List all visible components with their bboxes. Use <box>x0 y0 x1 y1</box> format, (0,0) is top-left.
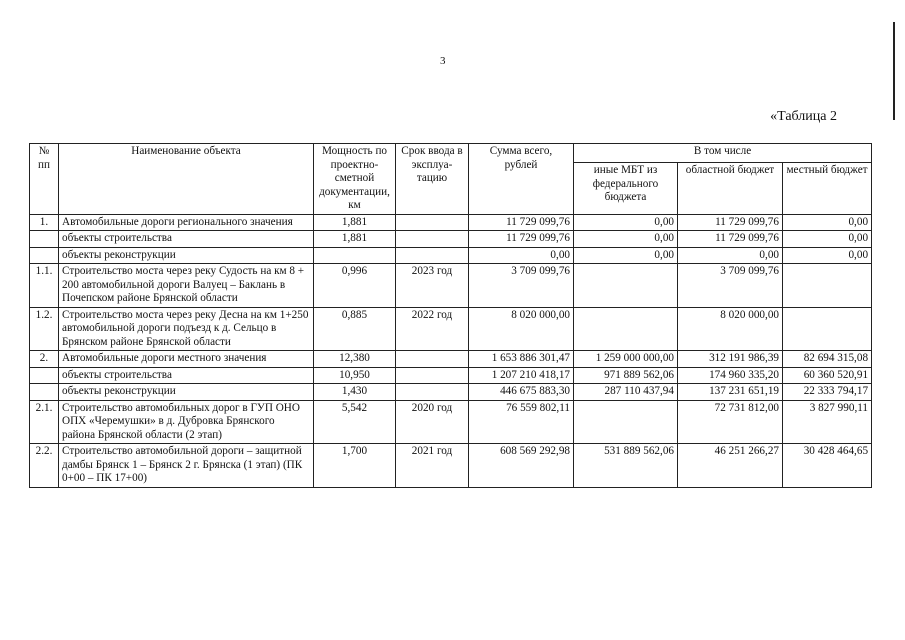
commission-term <box>396 231 469 248</box>
table-row <box>30 307 872 351</box>
commission-term <box>396 351 469 368</box>
header-no: № пп <box>30 144 59 215</box>
commission-term: 2022 год <box>396 307 469 351</box>
object-name: Автомобильные дороги местного значения <box>59 351 314 368</box>
table-row <box>30 444 872 488</box>
row-number <box>30 231 59 248</box>
mbt-amount <box>574 264 678 308</box>
object-name: объекты строительства <box>59 367 314 384</box>
table-row <box>30 264 872 308</box>
capacity-value: 5,542 <box>314 400 396 444</box>
capacity-value: 1,430 <box>314 384 396 401</box>
mbt-amount: 1 259 000 000,00 <box>574 351 678 368</box>
regional-amount: 11 729 099,76 <box>678 231 783 248</box>
page-number: 3 <box>440 55 446 67</box>
regional-amount: 0,00 <box>678 247 783 264</box>
regional-amount: 174 960 335,20 <box>678 367 783 384</box>
mbt-amount <box>574 307 678 351</box>
header-capacity: Мощность по проектно-сметной документации, км <box>314 144 396 215</box>
header-term: Срок ввода в эксплуа-тацию <box>396 144 469 215</box>
object-name: Строительство автомобильных дорог в ГУП ОНО ОПХ «Черемушки» в д. Дубровка Брянского района Брянской области (2 этап) <box>59 400 314 444</box>
mbt-amount <box>574 400 678 444</box>
table-body <box>30 214 872 487</box>
header-total: Сумма всего, рублей <box>469 144 574 215</box>
object-name: Строительство автомобильной дороги – защитной дамбы Брянск 1 – Брянск 2 г. Брянска (1 этап) (ПК 0+00 – ПК 17+00) <box>59 444 314 488</box>
regional-amount: 312 191 986,39 <box>678 351 783 368</box>
row-number: 1.1. <box>30 264 59 308</box>
capacity-value: 1,881 <box>314 231 396 248</box>
mbt-amount: 0,00 <box>574 231 678 248</box>
capacity-value: 0,996 <box>314 264 396 308</box>
total-amount: 608 569 292,98 <box>469 444 574 488</box>
local-amount: 0,00 <box>783 214 872 231</box>
header-name: Наименование объекта <box>59 144 314 215</box>
local-amount: 22 333 794,17 <box>783 384 872 401</box>
regional-amount: 46 251 266,27 <box>678 444 783 488</box>
table-row <box>30 214 872 231</box>
row-number: 2. <box>30 351 59 368</box>
total-amount: 446 675 883,30 <box>469 384 574 401</box>
header-including: В том числе <box>574 144 872 163</box>
mbt-amount: 531 889 562,06 <box>574 444 678 488</box>
capacity-value: 1,881 <box>314 214 396 231</box>
total-amount: 76 559 802,11 <box>469 400 574 444</box>
mbt-amount: 0,00 <box>574 214 678 231</box>
commission-term <box>396 247 469 264</box>
table-row <box>30 384 872 401</box>
table-row <box>30 367 872 384</box>
mbt-amount: 971 889 562,06 <box>574 367 678 384</box>
mbt-amount: 287 110 437,94 <box>574 384 678 401</box>
commission-term: 2023 год <box>396 264 469 308</box>
row-number: 2.2. <box>30 444 59 488</box>
capacity-value <box>314 247 396 264</box>
capacity-value: 10,950 <box>314 367 396 384</box>
mbt-amount: 0,00 <box>574 247 678 264</box>
local-amount <box>783 264 872 308</box>
object-name: Строительство моста через реку Десна на км 1+250 автомобильной дороги подъезд к д. Сельцо в Брянском районе Брянской области <box>59 307 314 351</box>
row-number <box>30 247 59 264</box>
local-amount: 0,00 <box>783 247 872 264</box>
table-row <box>30 351 872 368</box>
capacity-value: 1,700 <box>314 444 396 488</box>
total-amount: 11 729 099,76 <box>469 231 574 248</box>
total-amount: 8 020 000,00 <box>469 307 574 351</box>
header-regional: областной бюджет <box>678 163 783 214</box>
local-amount: 82 694 315,08 <box>783 351 872 368</box>
regional-amount: 72 731 812,00 <box>678 400 783 444</box>
total-amount: 0,00 <box>469 247 574 264</box>
table-row <box>30 247 872 264</box>
commission-term <box>396 384 469 401</box>
row-number: 1.2. <box>30 307 59 351</box>
object-name: объекты реконструкции <box>59 247 314 264</box>
regional-amount: 137 231 651,19 <box>678 384 783 401</box>
regional-amount: 3 709 099,76 <box>678 264 783 308</box>
object-name: Строительство моста через реку Судость на км 8 + 200 автомобильной дороги Валуец – Баклань в Почепском районе Брянской области <box>59 264 314 308</box>
commission-term: 2020 год <box>396 400 469 444</box>
regional-amount: 8 020 000,00 <box>678 307 783 351</box>
object-name: объекты строительства <box>59 231 314 248</box>
local-amount: 3 827 990,11 <box>783 400 872 444</box>
local-amount <box>783 307 872 351</box>
total-amount: 1 207 210 418,17 <box>469 367 574 384</box>
capacity-value: 12,380 <box>314 351 396 368</box>
commission-term: 2021 год <box>396 444 469 488</box>
page-edge-line <box>893 22 895 120</box>
object-name: объекты реконструкции <box>59 384 314 401</box>
table-row <box>30 231 872 248</box>
row-number: 2.1. <box>30 400 59 444</box>
local-amount: 30 428 464,65 <box>783 444 872 488</box>
total-amount: 1 653 886 301,47 <box>469 351 574 368</box>
row-number <box>30 384 59 401</box>
row-number <box>30 367 59 384</box>
budget-table <box>29 143 872 488</box>
capacity-value: 0,885 <box>314 307 396 351</box>
header-local: местный бюджет <box>783 163 872 214</box>
row-number: 1. <box>30 214 59 231</box>
object-name: Автомобильные дороги регионального значения <box>59 214 314 231</box>
header-mbt: иные МБТ из федерального бюджета <box>574 163 678 214</box>
table-row <box>30 400 872 444</box>
local-amount: 60 360 520,91 <box>783 367 872 384</box>
commission-term <box>396 214 469 231</box>
regional-amount: 11 729 099,76 <box>678 214 783 231</box>
header-row-1 <box>30 144 872 163</box>
commission-term <box>396 367 469 384</box>
table-label: «Таблица 2 <box>770 109 837 124</box>
total-amount: 11 729 099,76 <box>469 214 574 231</box>
local-amount: 0,00 <box>783 231 872 248</box>
total-amount: 3 709 099,76 <box>469 264 574 308</box>
